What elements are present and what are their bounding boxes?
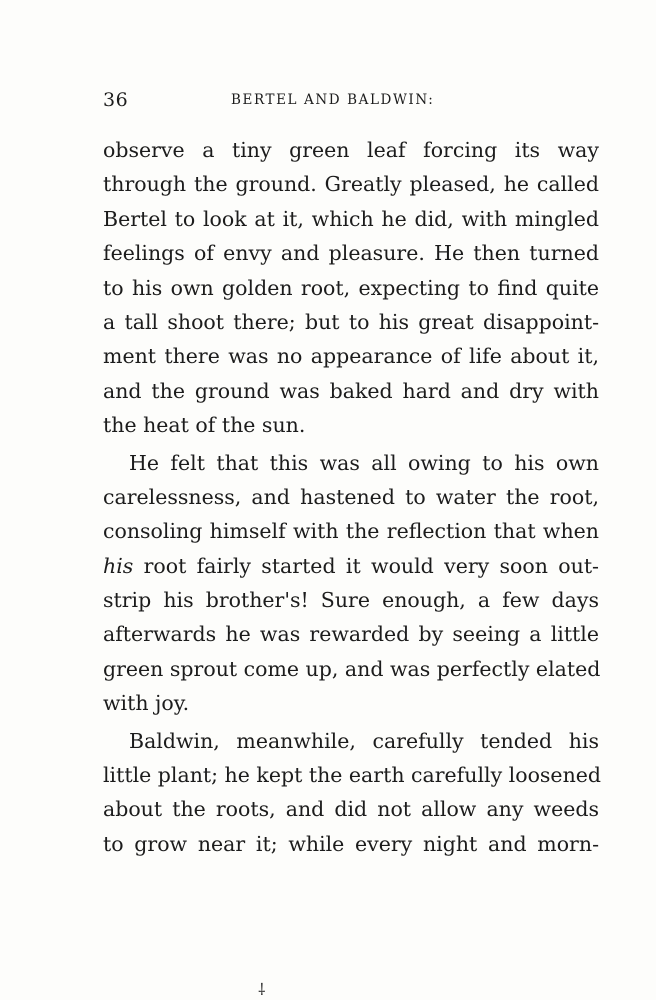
text-line: to his own golden root, expecting to find quite (103, 275, 599, 300)
text-line-with-emphasis (103, 549, 599, 583)
text-line: to grow near it; while every night and morn- (103, 831, 599, 856)
text-line: a tall shoot there; but to his great disappoint- (103, 309, 599, 334)
running-head (103, 89, 598, 113)
text-line: with joy. (103, 691, 190, 716)
text-line-rest: root fairly started it would very soon out- (133, 553, 599, 578)
text-line: consoling himself with the reflection that when (103, 519, 599, 544)
running-title: BERTEL AND BALDWIN: (231, 92, 435, 108)
text-line: afterwards he was rewarded by seeing a little (103, 622, 599, 647)
text-line: strip his brother's! Sure enough, a few days (103, 588, 599, 613)
body-text (103, 133, 602, 861)
printer-mark: ⸸ (258, 980, 266, 999)
text-line: Bertel to look at it, which he did, with mingled (103, 206, 599, 231)
paragraph-start-line: He felt that this was all owing to his own (129, 450, 599, 475)
paragraph-start-line: Baldwin, meanwhile, carefully tended his (129, 728, 599, 753)
text-line: green sprout come up, and was perfectly elated (103, 656, 601, 681)
text-line: about the roots, and did not allow any weeds (103, 797, 599, 822)
emphasized-word: his (103, 553, 134, 578)
text-line: through the ground. Greatly pleased, he called (103, 172, 599, 197)
page-number: 36 (103, 89, 129, 111)
text-line: feelings of envy and pleasure. He then turned (103, 241, 599, 266)
text-line: observe a tiny green leaf forcing its way (103, 138, 599, 162)
text-line: the heat of the sun. (103, 413, 306, 438)
text-line: little plant; he kept the earth carefully loosened (103, 763, 602, 788)
text-line: and the ground was baked hard and dry with (103, 378, 599, 403)
text-line: carelessness, and hastened to water the root, (103, 484, 599, 509)
text-line: ment there was no appearance of life about it, (103, 344, 599, 369)
